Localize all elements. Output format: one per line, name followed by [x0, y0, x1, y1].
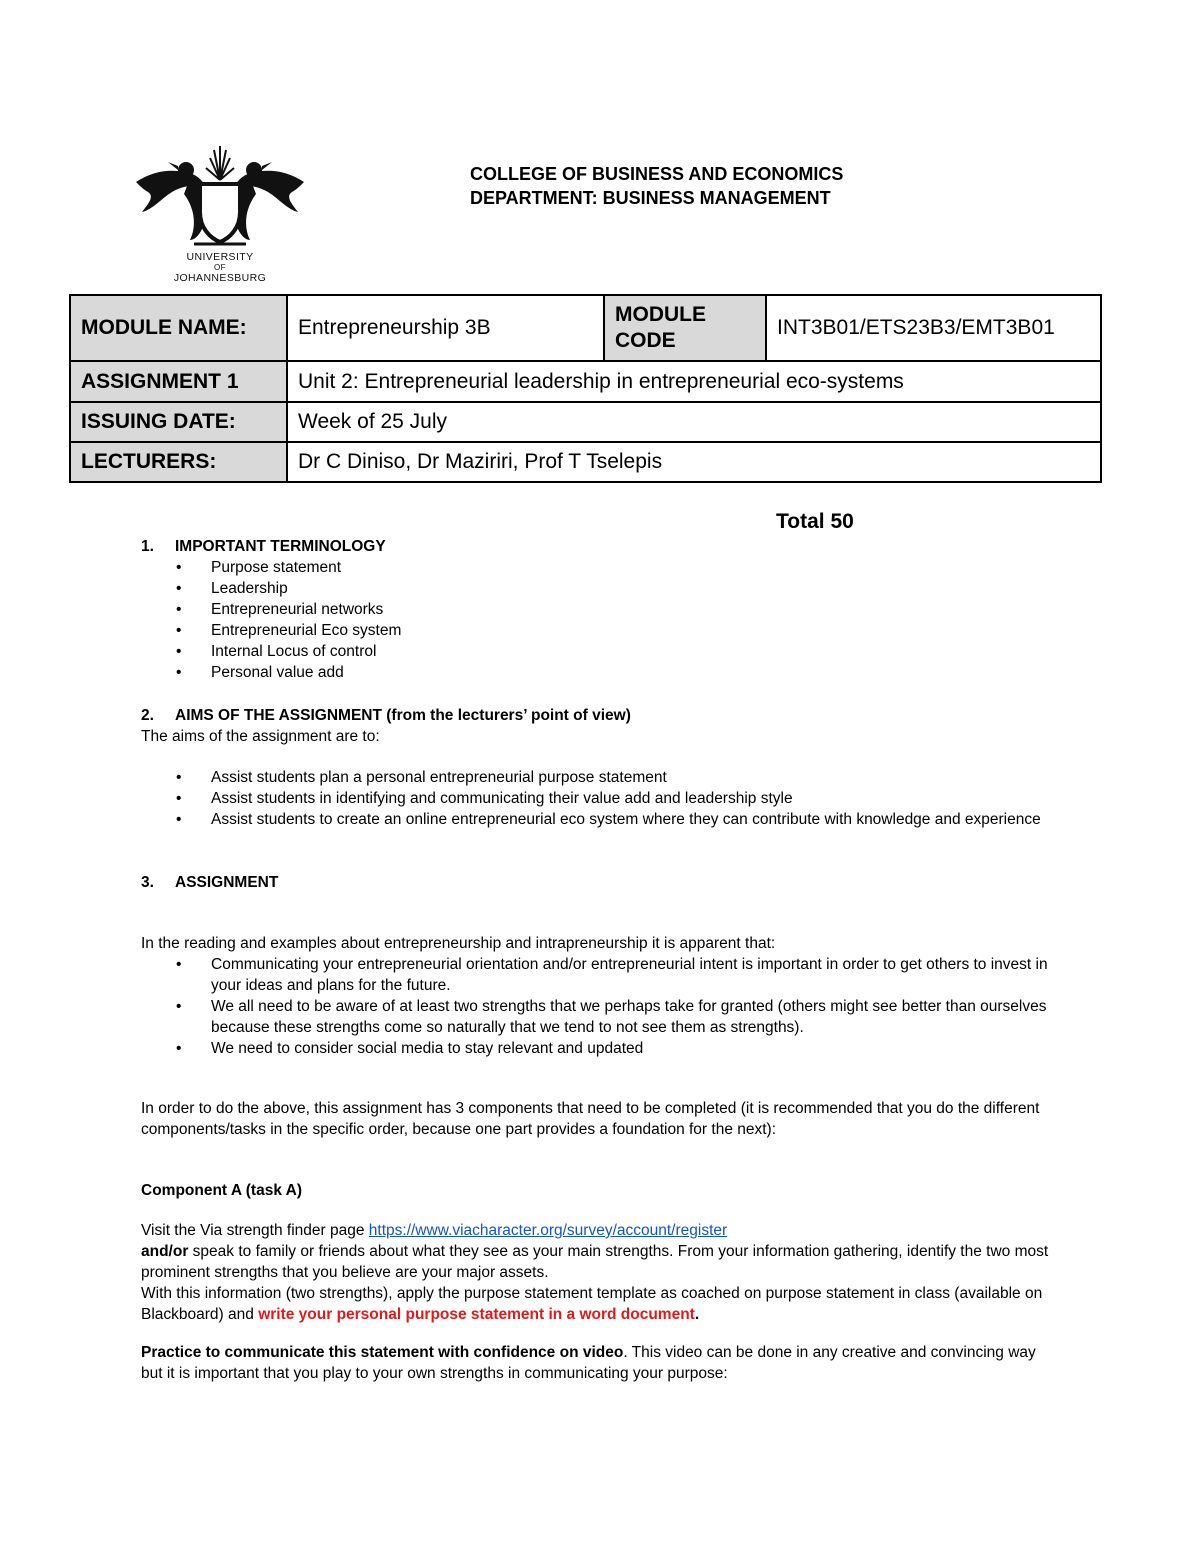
list-item: • Entrepreneurial Eco system [176, 620, 1036, 641]
section-2-heading [141, 705, 631, 726]
table-row [70, 402, 1101, 442]
list-item: • Entrepreneurial networks [176, 599, 1036, 620]
visit-text: Visit the Via strength finder page [141, 1222, 369, 1239]
practice-body-text: . This video can be done in any creative and convincing way but it is important that you play to your own strengths in communicating your purpose: [141, 1344, 1036, 1382]
module-code-value: INT3B01/ETS23B3/EMT3B01 [766, 295, 1101, 361]
list-item: • Purpose statement [176, 557, 1036, 578]
list-item: • Assist students plan a personal entrepreneurial purpose statement [176, 767, 1046, 788]
module-info-table [69, 294, 1102, 483]
list-item: • Internal Locus of control [176, 641, 1036, 662]
via-survey-link[interactable]: https://www.viacharacter.org/survey/account/register [368, 1222, 728, 1239]
aims-list [176, 767, 1046, 830]
document-header [470, 162, 930, 210]
practice-bold-text: Practice to communicate this statement with confidence on video [141, 1344, 624, 1361]
list-item: • Leadership [176, 578, 1036, 599]
module-code-label: MODULE CODE [604, 295, 766, 361]
total-marks: Total 50 [776, 510, 854, 533]
assignment-list [176, 954, 1048, 1059]
section-title: ASSIGNMENT [175, 874, 279, 891]
list-item: • Communicating your entrepreneurial orientation and/or entrepreneurial intent is important in order to get others to invest in your ideas and plans for the future. [176, 954, 1048, 996]
aims-intro: The aims of the assignment are to: [141, 728, 380, 745]
section-1-heading [141, 536, 386, 557]
assignment-value: Unit 2: Entrepreneurial leadership in entrepreneurial eco-systems [287, 361, 1101, 402]
section-title: AIMS OF THE ASSIGNMENT (from the lecturers’ point of view) [175, 707, 631, 724]
lecturers-label: LECTURERS: [70, 442, 287, 482]
andor-text: and/or [141, 1243, 189, 1260]
logo-text-of: OF [214, 263, 226, 272]
list-item: • Assist students to create an online entrepreneurial eco system where they can contribute with knowledge and experience [176, 809, 1046, 830]
list-item: • Assist students in identifying and communicating their value add and leadership style [176, 788, 1046, 809]
university-logo [134, 140, 306, 288]
section-number: 1. [141, 538, 154, 555]
list-item: • We all need to be aware of at least two strengths that we perhaps take for granted (others might see better than ourselves because these strengths come so naturally that we tend to not see them as strengths). [176, 996, 1048, 1038]
department-title: DEPARTMENT: BUSINESS MANAGEMENT [470, 188, 831, 208]
table-row [70, 442, 1101, 482]
module-name-label: MODULE NAME: [70, 295, 287, 361]
issuing-date-value: Week of 25 July [287, 402, 1101, 442]
list-item: • Personal value add [176, 662, 1036, 683]
logo-text-university: UNIVERSITY [186, 251, 254, 263]
component-a-title: Component A (task A) [141, 1182, 303, 1199]
college-title: COLLEGE OF BUSINESS AND ECONOMICS [470, 164, 844, 184]
red-instruction-text: write your personal purpose statement in a word document [258, 1306, 695, 1323]
section-number: 3. [141, 874, 154, 891]
assignment-label: ASSIGNMENT 1 [70, 361, 287, 402]
logo-text-johannesburg: JOHANNESBURG [173, 272, 267, 284]
period-text: . [694, 1306, 700, 1323]
with-info-text: With this information (two strengths), apply the purpose statement template as coached on purpose statement in class (available on Blackboard) and [141, 1285, 1043, 1323]
table-row [70, 295, 1101, 361]
lecturers-value: Dr C Diniso, Dr Maziriri, Prof T Tselepis [287, 442, 1101, 482]
section-title: IMPORTANT TERMINOLOGY [175, 538, 386, 555]
component-a-body [141, 1220, 1056, 1325]
andor-body-text: speak to family or friends about what they see as your main strengths. From your information gathering, identify the two most prominent strengths that you believe are your major assets. [141, 1243, 1049, 1281]
section-number: 2. [141, 707, 154, 724]
issuing-date-label: ISSUING DATE: [70, 402, 287, 442]
module-name-value: Entrepreneurship 3B [287, 295, 604, 361]
terminology-list [176, 557, 1036, 683]
components-paragraph: In order to do the above, this assignment has 3 components that need to be completed (it is recommended that you do the different components/tasks in the specific order, because one part provides a foundation for the next): [141, 1100, 1040, 1138]
list-item: • We need to consider social media to stay relevant and updated [176, 1038, 1048, 1059]
table-row [70, 361, 1101, 402]
assignment-intro: In the reading and examples about entrepreneurship and intrapreneurship it is apparent that: [141, 935, 776, 952]
university-crest-icon [134, 140, 306, 250]
section-3-heading [141, 872, 278, 893]
practice-paragraph [141, 1342, 1056, 1384]
